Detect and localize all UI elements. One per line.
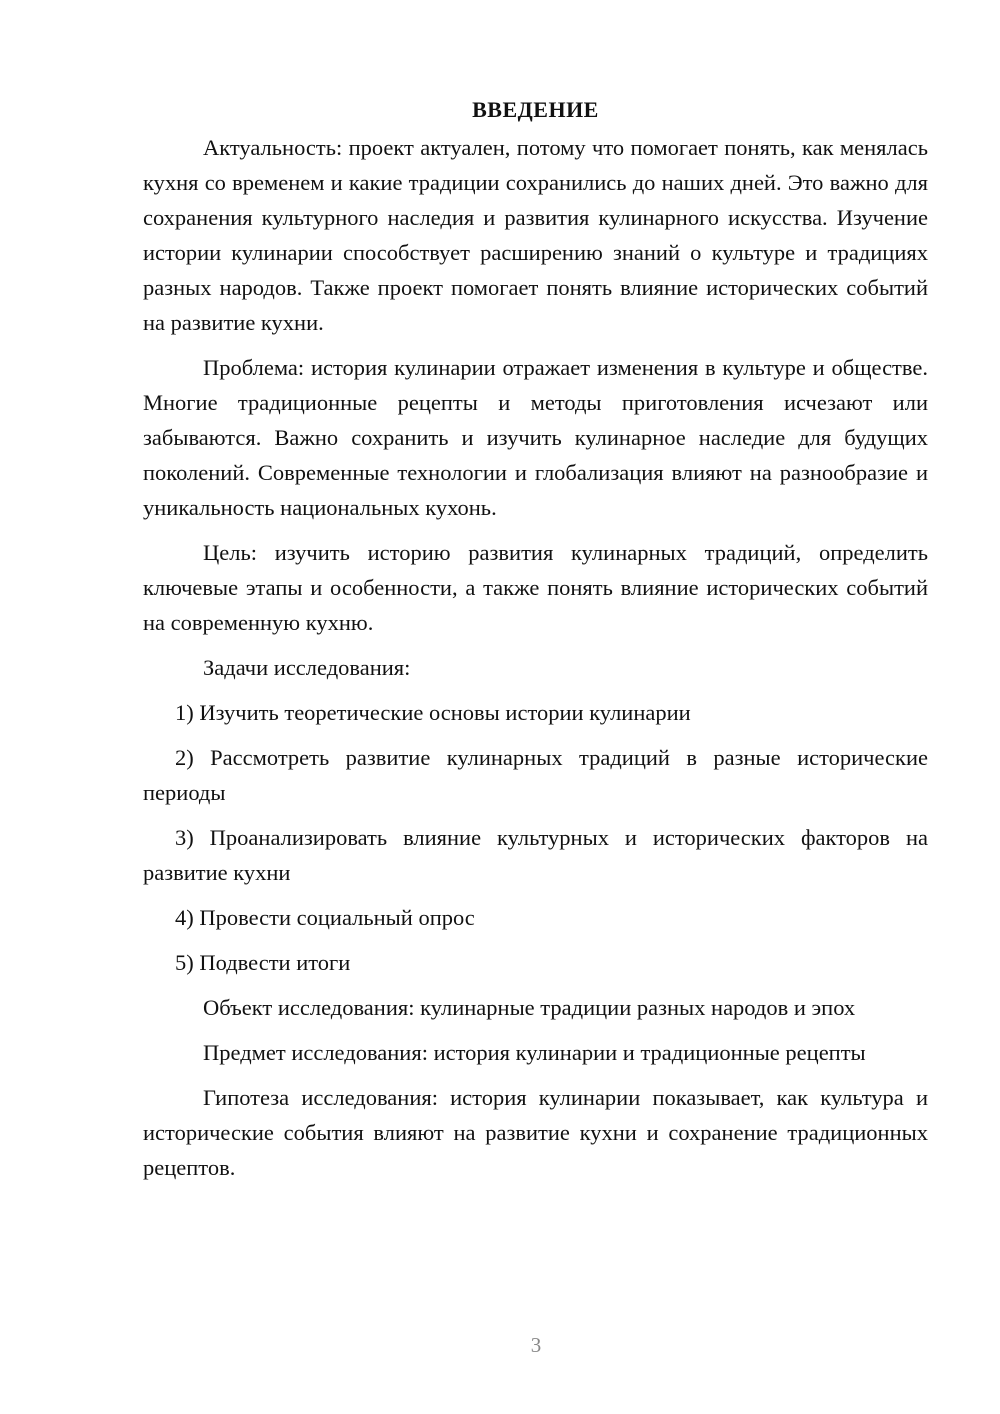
subject-paragraph: Предмет исследования: история кулинарии и традиционные рецепты [203, 1040, 866, 1065]
page-number [0, 1333, 1000, 1358]
relevance-paragraph: Актуальность: проект актуален, потому что помогает понять, как менялась кухня со временем и какие традиции сохранились до наших дней. Это важно для сохранения культурного наследия и развития кулинарного искусства. Изучение истории кулинарии способствует расширению знаний о культуре и традициях разных народов. Также проект помогает понять влияние исторических событий на развитие кухни. [143, 135, 928, 335]
task-item: 1) Изучить теоретические основы истории кулинарии [175, 700, 691, 725]
task-item: 2) Рассмотреть развитие кулинарных традиций в разные исторические периоды [143, 745, 928, 805]
page-content [143, 92, 928, 1195]
page-number-text: 3 [530, 1333, 542, 1357]
hypothesis-paragraph: Гипотеза исследования: история кулинарии показывает, как культура и исторические события влияют на развитие кухни и сохранение традиционных рецептов. [143, 1085, 928, 1180]
page-title: ВВЕДЕНИЕ [472, 97, 599, 122]
task-item: 5) Подвести итоги [175, 950, 351, 975]
problem-paragraph: Проблема: история кулинарии отражает изменения в культуре и обществе. Многие традиционные рецепты и методы приготовления исчезают или забываются. Важно сохранить и изучить кулинарное наследие для будущих поколений. Современные технологии и глобализация влияют на разнообразие и уникальность национальных кухонь. [143, 355, 928, 520]
task-item: 3) Проанализировать влияние культурных и исторических факторов на развитие кухни [143, 825, 928, 885]
task-item: 4) Провести социальный опрос [175, 905, 475, 930]
tasks-heading: Задачи исследования: [203, 655, 411, 680]
object-paragraph: Объект исследования: кулинарные традиции разных народов и эпох [203, 995, 856, 1020]
goal-paragraph: Цель: изучить историю развития кулинарных традиций, определить ключевые этапы и особенности, а также понять влияние исторических событий на современную кухню. [143, 540, 928, 635]
